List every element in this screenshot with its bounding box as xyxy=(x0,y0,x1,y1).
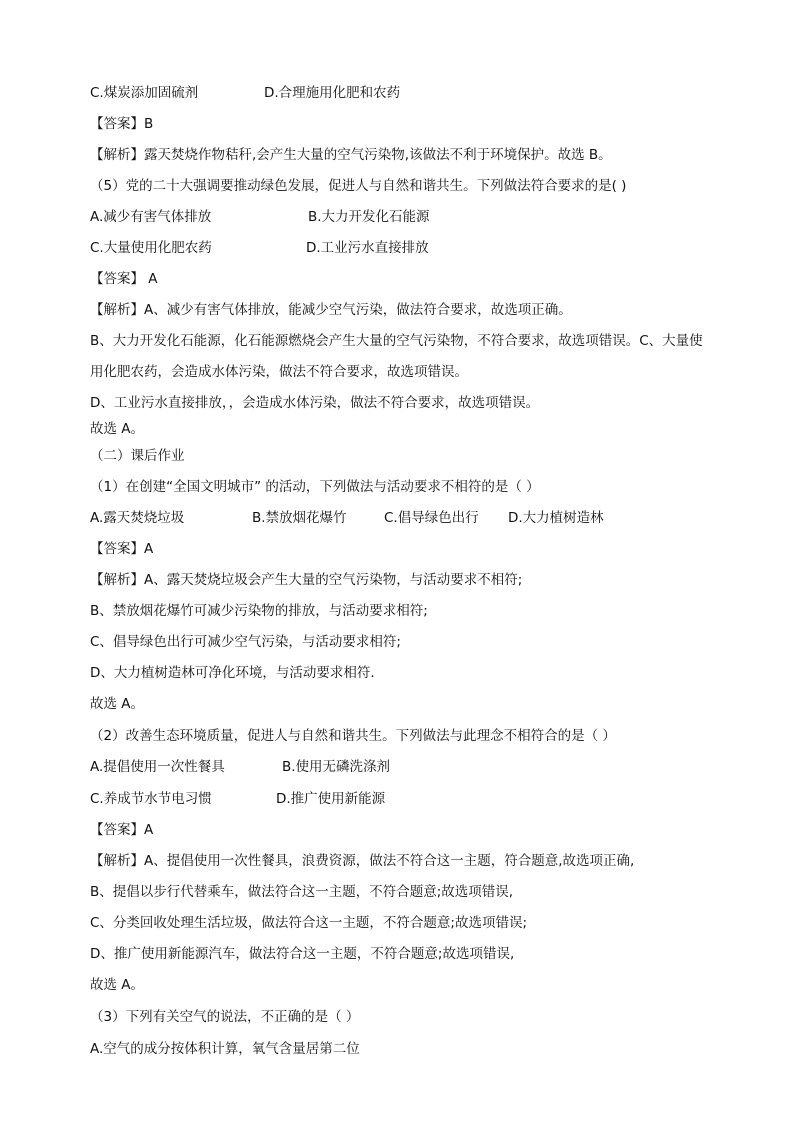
explanation-line: B、提倡以步行代替乘车，做法符合这一主题，不符合题意;故选项错误, xyxy=(90,884,514,900)
explanation-line: D、工业污水直接排放，，会造成水体污染，做法不符合要求，故选项错误。 xyxy=(90,395,540,411)
question-line: （1）在创建“全国文明城市” 的活动，下列做法与活动要求不相符的是（ ） xyxy=(90,479,540,495)
option-c: C.煤炭添加固硫剂 xyxy=(90,85,199,101)
explanation-paragraph: B、大力开发化石能源，化石能源燃烧会产生大量的空气污染物，不符合要求，故选项错误。C、大量使用化肥农药，会造成水体污染，做法不符合要求，故选项错误。 xyxy=(90,333,703,380)
answer-line: 【答案】A xyxy=(90,822,154,838)
explanation-line: 【解析】A、减少有害气体排放，能减少空气污染，做法符合要求，故选项正确。 xyxy=(90,302,572,318)
question-line: （3）下列有关空气的说法，不正确的是（ ） xyxy=(90,1009,360,1025)
option-b: B.大力开发化石能源 xyxy=(308,209,430,225)
answer-line: 【答案】B xyxy=(90,116,154,132)
question-line: （2）改善生态环境质量，促进人与自然和谐共生。下列做法与此理念不相符合的是（ ） xyxy=(90,728,616,744)
explanation-line: 【解析】A、提倡使用一次性餐具，浪费资源，做法不符合这一主题，符合题意,故选项正确, xyxy=(90,853,635,869)
option-d: D.工业污水直接排放 xyxy=(306,240,429,256)
explanation-line: B、禁放烟花爆竹可减少污染物的排放，与活动要求相符; xyxy=(90,603,428,619)
option-a: A.提倡使用一次性餐具 xyxy=(90,759,225,775)
option-c: C.大量使用化肥农药 xyxy=(90,240,212,256)
option-b: B.禁放烟花爆竹 xyxy=(252,510,347,526)
explanation-line: D、推广使用新能源汽车，做法符合这一主题，不符合题意;故选项错误, xyxy=(90,946,515,962)
option-d: D.大力植树造林 xyxy=(508,510,604,526)
option-c: C.倡导绿色出行 xyxy=(384,510,479,526)
option-d: D.推广使用新能源 xyxy=(276,791,386,807)
conclusion-line: 故选 A。 xyxy=(90,977,145,993)
question-line: （5）党的二十大强调要推动绿色发展，促进人与自然和谐共生。下列做法符合要求的是( ) xyxy=(90,178,627,194)
explanation-line: D、大力植树造林可净化环境，与活动要求相符. xyxy=(90,665,375,681)
option-d: D.合理施用化肥和农药 xyxy=(264,85,401,101)
option-a: A.减少有害气体排放 xyxy=(90,209,212,225)
option-a: A.露天焚烧垃圾 xyxy=(90,510,185,526)
section-heading: （二）课后作业 xyxy=(90,448,185,464)
explanation-line: 【解析】A、露天焚烧垃圾会产生大量的空气污染物，与活动要求不相符; xyxy=(90,572,523,588)
conclusion-line: 故选 A。 xyxy=(90,421,145,437)
answer-line: 【答案】A xyxy=(90,541,154,557)
option-a: A.空气的成分按体积计算，氧气含量居第二位 xyxy=(90,1041,360,1057)
answer-line: 【答案】 A xyxy=(90,271,158,287)
option-b: B.使用无磷洗涤剂 xyxy=(282,759,391,775)
explanation-line: 【解析】露天焚烧作物秸秆,会产生大量的空气污染物,该做法不利于环境保护。故选 B。 xyxy=(90,147,612,163)
option-c: C.养成节水节电习惯 xyxy=(90,791,212,807)
conclusion-line: 故选 A。 xyxy=(90,696,145,712)
explanation-line: C、倡导绿色出行可减少空气污染，与活动要求相符; xyxy=(90,634,401,650)
explanation-line: C、分类回收处理生活垃圾，做法符合这一主题，不符合题意;故选项错误; xyxy=(90,915,528,931)
